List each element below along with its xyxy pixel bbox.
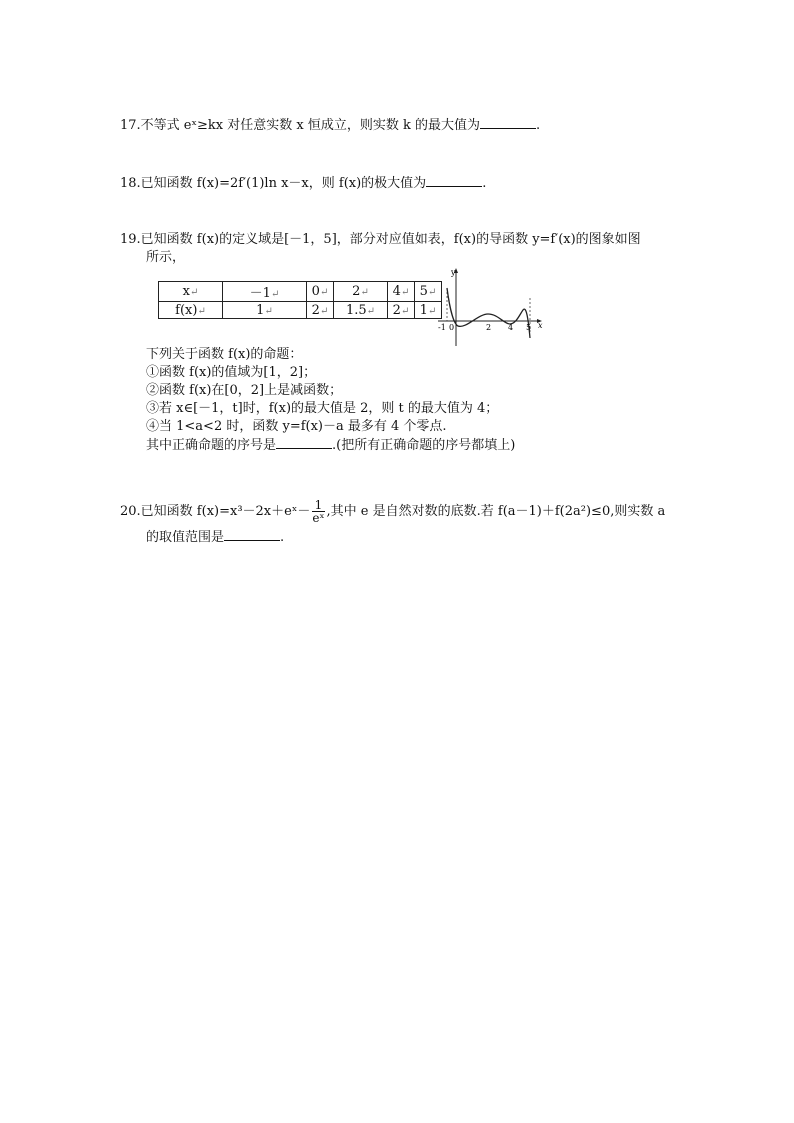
question-18: 18.已知函数 f(x)=2f′(1)ln x－x，则 f(x)的极大值为 . xyxy=(120,176,487,191)
tick-label: -1 xyxy=(438,323,446,332)
y-axis-label: y xyxy=(451,268,456,277)
question-20-line1: 20.已知函数 f(x)=x³－2x＋eˣ－ $\frac{1}{\text{eˣ}}$ ,其中 e 是自然对数的底数.若 f(a－1)＋f(2a²)≤0,则实数 a xyxy=(120,498,666,525)
table-cell: －1↵ xyxy=(223,282,307,302)
fraction: $\frac{1}{\text{eˣ}}$ xyxy=(312,498,325,525)
tick-label: 5 xyxy=(526,323,532,332)
proposition-3: ③若 x∈[－1，t]时，f(x)的最大值是 2，则 t 的最大值为 4； xyxy=(146,401,499,416)
table-cell: 2↵ xyxy=(334,282,388,302)
question-19-line2: 所示， xyxy=(146,250,186,265)
tick-label: 0 xyxy=(449,323,455,332)
table-cell: 1↵ xyxy=(415,302,442,319)
tick-label: 4 xyxy=(508,323,514,332)
table-cell: x↵ xyxy=(159,282,223,302)
table-row xyxy=(159,302,442,319)
table-cell: 1↵ xyxy=(223,302,307,319)
table-cell: 5↵ xyxy=(415,282,442,302)
table-row xyxy=(159,282,442,302)
question-17: 17.不等式 eˣ≥kx 对任意实数 x 恒成立，则实数 k 的最大值为 . xyxy=(120,118,541,133)
question-18-text: 18.已知函数 f(x)=2f′(1)ln x－x，则 f(x)的极大值为 xyxy=(120,176,427,191)
question-20-line2: 的取值范围是 . xyxy=(146,530,285,545)
table-cell: 2↵ xyxy=(388,302,415,319)
table-cell: 0↵ xyxy=(307,282,334,302)
question-19-line1: 19.已知函数 f(x)的定义域是[－1，5]，部分对应值如表，f(x)的导函数 y=f′(x)的图象如图 xyxy=(120,232,641,247)
proposition-2: ②函数 f(x)在[0，2]上是减函数； xyxy=(146,383,343,398)
tick-label: 2 xyxy=(486,323,492,332)
table-cell: f(x)↵ xyxy=(159,302,223,319)
answer-blank-18[interactable] xyxy=(426,174,482,187)
proposition-4: ④当 1<a<2 时，函数 y=f(x)－a 最多有 4 个零点. xyxy=(146,419,447,434)
value-table xyxy=(158,281,442,319)
answer-blank-20[interactable] xyxy=(224,528,280,541)
proposition-1: ①函数 f(x)的值域为[1，2]； xyxy=(146,365,317,380)
table-cell: 2↵ xyxy=(307,302,334,319)
derivative-graph xyxy=(436,266,546,348)
x-axis-label: x xyxy=(538,321,543,330)
table-cell: 4↵ xyxy=(388,282,415,302)
question-17-text: 17.不等式 eˣ≥kx 对任意实数 x 恒成立，则实数 k 的最大值为 xyxy=(120,118,480,133)
table-cell: 1.5↵ xyxy=(334,302,388,319)
propositions-intro: 下列关于函数 f(x)的命题： xyxy=(146,347,303,362)
answer-blank-17[interactable] xyxy=(480,116,536,129)
question-19-ask: 其中正确命题的序号是 .(把所有正确命题的序号都填上) xyxy=(146,438,516,453)
answer-blank-19[interactable] xyxy=(276,436,332,449)
